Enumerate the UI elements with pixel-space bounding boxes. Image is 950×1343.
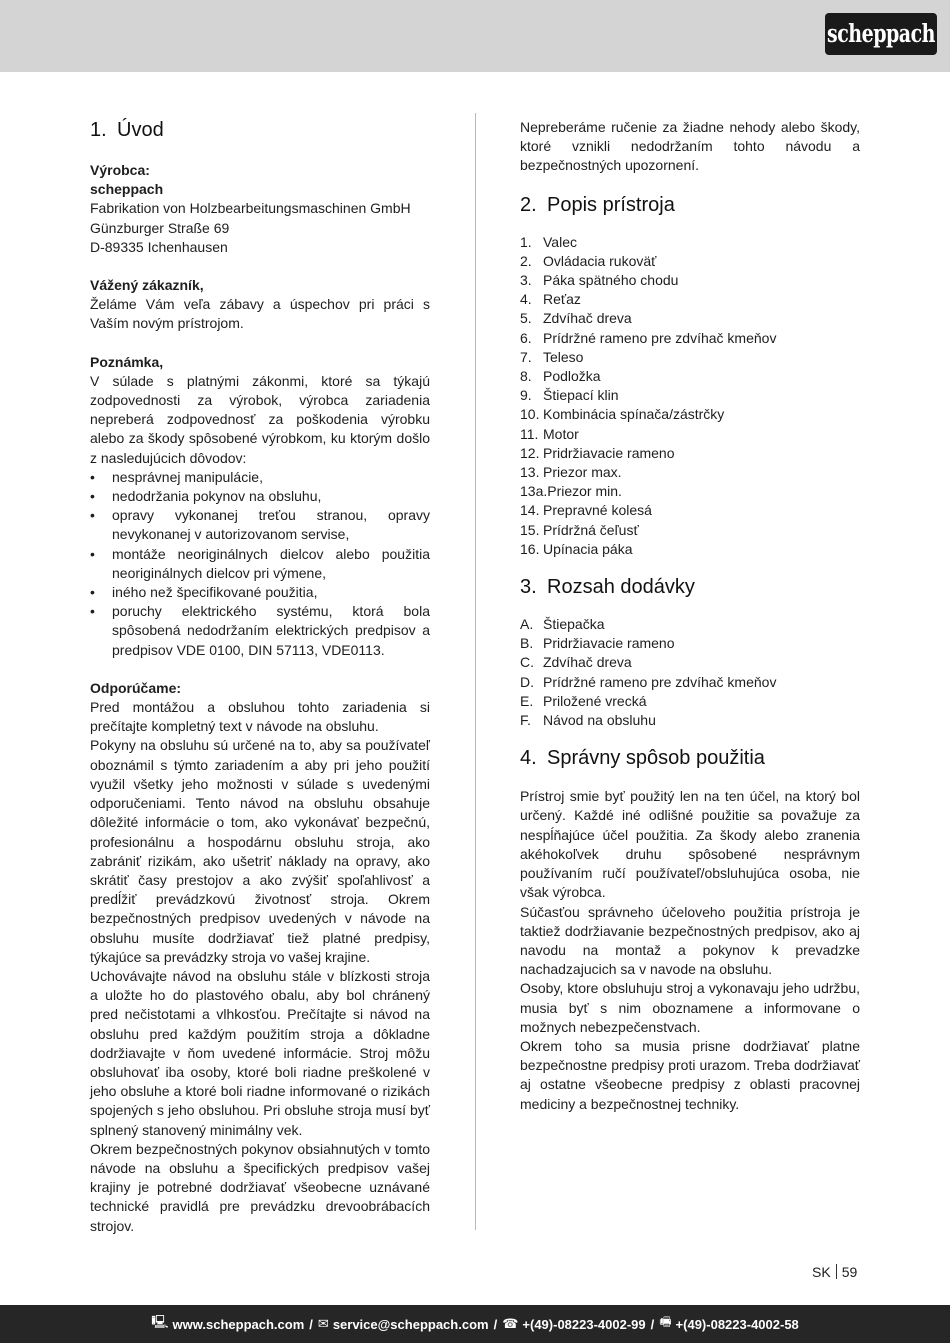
list-item: 14. Prepravné kolesá [520, 502, 652, 519]
list-item: 7. Teleso [520, 348, 584, 365]
list-item: 9. Štiepací klin [520, 387, 619, 404]
right-column [520, 118, 860, 1114]
use-paragraph-4: Okrem toho sa musia prisne dodržiavať platne bezpečnostne predpisy proti urazom. Treba dodržiavať aj ostatne všeobecne predpisy z oblasti pracovnej mediciny a bezpečnostnej techniky. [520, 1037, 860, 1112]
recommend-paragraph-3: Uchovávajte návod na obsluhu stále v blízkosti stroja a uložte ho do plastového obalu, aby bol chránený pred nečistotami a vlhkosťou. Prečítajte si návod na obsluhu pred každým použitím stroja a dôkladne dodržiavajte v ňom uvedené informácie. Stroj môžu obsluhovať iba osoby, ktoré boli riadne preškolené v jeho obsluhe a ktoré boli riadne informované o rizikách spojených s jeho obsluhou. Pri obsluhe stroja musí byť splnený stanovený minimálny vek. [90, 967, 430, 1138]
list-item: C. Zdvíhač dreva [520, 654, 632, 671]
recommend-label: Odporúčame: [90, 679, 182, 696]
list-item: • iného než špecifikované použitia, [90, 583, 430, 602]
list-item: 12. Pridržiavacie rameno [520, 444, 675, 461]
mail-icon: ✉ [317, 1316, 329, 1331]
left-column [90, 118, 430, 1236]
page-number [812, 1264, 857, 1280]
list-item: 5. Zdvíhač dreva [520, 310, 632, 327]
scheppach-logo [825, 13, 937, 55]
list-item: D. Prídržné rameno pre zdvíhač kmeňov [520, 673, 777, 690]
separator: / [493, 1316, 498, 1332]
list-item: E. Priložené vrecká [520, 692, 647, 709]
computer-icon: 🖳 [151, 1314, 169, 1329]
list-item: F. Návod na obsluhu [520, 712, 656, 729]
recommend-paragraph-1: Pred montážou a obsluhou tohto zariadenia si prečítajte kompletný text v návode na obsluhu. [90, 699, 430, 735]
use-paragraph-1: Prístroj smie byť použitý len na ten účel, na ktorý bol určený. Každé iné odlišné použitie sa považuje za nespĺňajúce účel použitia. Za škody alebo zranenia akéhokoľvek druhu spôsobené nesprávnym používaním ručí používateľ/obsluhujúca osoba, nie však výrobca. [520, 788, 860, 901]
note-text: V súlade s platnými zákonmi, ktoré sa týkajú zodpovednosti za výrobok, výrobca zariadenia nepreberá zodpovednosť za poškodenia výrobku alebo za škody spôsobené výrobkom, ku ktorým došlo z nasledujúcich dôvodov: [90, 372, 430, 466]
fax-icon: 🖷 [659, 1314, 672, 1329]
list-item: 1. Valec [520, 233, 577, 250]
page-separator [836, 1264, 837, 1279]
list-item: • poruchy elektrického systému, ktorá bola spôsobená nedodržaním elektrických predpisov a predpisov VDE 0100, DIN 57113, VDE0113. [90, 602, 430, 660]
phone-icon: ☎ [502, 1316, 519, 1331]
list-item: 4. Reťaz [520, 291, 581, 308]
fax-number: +(49)-08223-4002-58 [675, 1316, 799, 1332]
list-item: 13a. Priezor min. [520, 483, 622, 500]
list-item: 15. Prídržná čeľusť [520, 521, 639, 538]
manufacturer-label: Výrobca: [90, 162, 150, 178]
phone-number: +(49)-08223-4002-99 [522, 1316, 646, 1332]
email-link[interactable]: service@scheppach.com [332, 1316, 489, 1332]
note-bullet-list [90, 468, 430, 660]
address-line-1: Fabrikation von Holzbearbeitungsmaschinen GmbH [90, 200, 411, 217]
use-paragraph-2: Súčasťou správneho účeloveho použitia prístroja je taktiež dodržiavanie bezpečnostných predpisov, ako aj navodu na montaž a pokynov k prevadzke nachadzajucich sa v navode na obsluhu. [520, 903, 860, 978]
liability-text: Nepreberáme ručenie za žiadne nehody alebo škody, ktoré vznikli nedodržaním tohto návodu a bezpečnostných upozornení. [520, 119, 860, 174]
list-item: • opravy vykonanej treťou stranou, opravy nevykonanej v autorizovanom servise, [90, 506, 430, 544]
list-item: B. Pridržiavacie rameno [520, 635, 675, 652]
manufacturer-name: scheppach [90, 181, 164, 198]
list-item: • montáže neoriginálnych dielcov alebo použitia neoriginálnych dielcov pri výmene, [90, 545, 430, 583]
language-code: SK [812, 1264, 831, 1280]
list-item: • nesprávnej manipulácie, [90, 468, 430, 487]
recommend-paragraph-4: Okrem bezpečnostných pokynov obsiahnutých v tomto návode na obsluhu a špecifických predpisov vašej krajiny je potrebné dodržiavať všeobecne uznávané technické pravidlá pre prevádzku drevoobrábacích strojov. [90, 1140, 430, 1234]
list-item: 11. Motor [520, 425, 579, 442]
parts-list [520, 233, 860, 559]
header-band [0, 0, 950, 72]
list-item: A. Štiepačka [520, 616, 605, 633]
list-item: 8. Podložka [520, 368, 601, 385]
list-item: 6. Prídržné rameno pre zdvíhač kmeňov [520, 329, 777, 346]
use-paragraph-3: Osoby, ktore obsluhuju stroj a vykonavaju jeho udržbu, musia byť s nim oboznamene a informovane o možnych nebezpečenstvach. [520, 980, 860, 1035]
list-item: 16. Upínacia páka [520, 540, 633, 557]
list-item: • nedodržania pokynov na obsluhu, [90, 487, 430, 506]
list-item: 13. Priezor max. [520, 464, 622, 481]
greeting-label: Vážený zákazník, [90, 277, 204, 294]
separator: / [309, 1316, 313, 1332]
separator: / [650, 1316, 655, 1332]
section-3-heading: 3. Rozsah dodávky [520, 576, 695, 599]
section-1-heading: 1. Úvod [90, 119, 164, 141]
note-label: Poznámka, [90, 353, 164, 370]
address-line-3: D-89335 Ichenhausen [90, 238, 228, 255]
section-4-heading: 4. Správny spôsob použitia [520, 747, 765, 770]
address-line-2: Günzburger Straße 69 [90, 219, 230, 236]
delivery-list [520, 615, 860, 730]
logo-text: scheppach [827, 19, 935, 49]
recommend-paragraph-2: Pokyny na obsluhu sú určené na to, aby sa používateľ oboznámil s týmto zariadením a aby pri jeho použití využil všetky jeho možnosti v súlade s uvedenými odporučeniami. Tento návod na obsluhu obsahuje dôležité informácie o tom, ako vykonávať bezpečnú, profesionálnu a hospodárnu obsluhu stroja, ako zabrániť rizikám, ako ušetriť náklady na opravy, ako skrátiť časy prestojov a ako zvýšiť spoľahlivosť a predĺžiť prevádzkovú životnosť stroja. Okrem bezpečnostných predpisov uvedených v návode na obsluhu musíte dodržiavať tiež platné predpisy, týkajúce sa prevádzky stroja vo vašej krajine. [90, 737, 430, 965]
greeting-text: Želáme Vám veľa zábavy a úspechov pri práci s Vaším novým prístrojom. [90, 296, 430, 332]
list-item: 2. Ovládacia rukoväť [520, 252, 657, 269]
contact-bar [0, 1305, 950, 1343]
section-2-heading: 2. Popis prístroja [520, 193, 675, 216]
column-divider [475, 113, 476, 1230]
page-num: 59 [841, 1264, 858, 1280]
website-link[interactable]: www.scheppach.com [172, 1316, 305, 1332]
list-item: 3. Páka spätného chodu [520, 272, 679, 289]
list-item: 10. Kombinácia spínača/zástrčky [520, 406, 725, 423]
